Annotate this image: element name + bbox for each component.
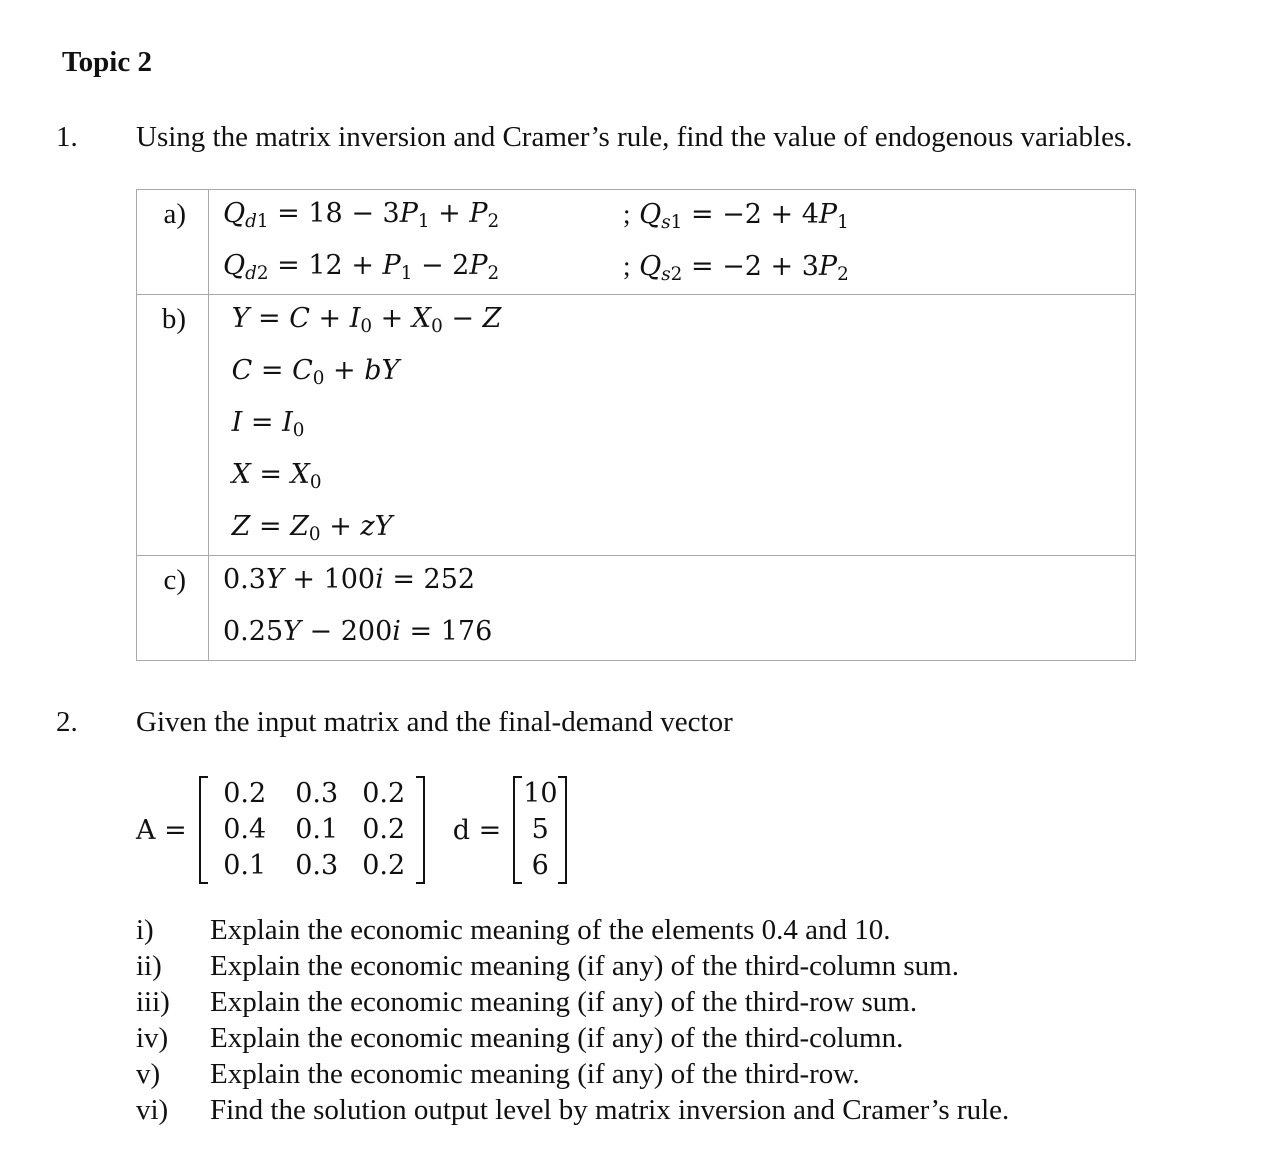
part-b-equations [209, 295, 1136, 556]
part-a-label: a) [137, 190, 209, 295]
equation-line: $Q_{d2} = 12 + P_1 - 2P_2$ ; $Q_{s2} = -2 + 3P_2$ [223, 250, 849, 286]
matrix-cell: 0.3 [295, 778, 339, 809]
equation-line: 0.25Y − 200i = 176 [223, 616, 493, 647]
matrix-cell: 0.1 [223, 850, 267, 881]
question-1-number: 1. [56, 121, 78, 153]
equation-line: $X = X_0$ [231, 459, 322, 494]
matrix-cell: 0.2 [362, 850, 406, 881]
matrix-cell: 0.2 [362, 778, 406, 809]
list-item: ii) Explain the economic meaning (if any) of the third-column sum. [136, 950, 959, 982]
part-b-label: b) [137, 295, 209, 556]
matrix-a-label: A = [136, 814, 187, 846]
part-c-row [137, 556, 1136, 661]
matrix-cell: 0.2 [362, 814, 406, 845]
equation-line: $Q_{d1} = 18 - 3P_1 + P_2$ ; $Q_{s1} = -2 + 4P_1$ [223, 198, 849, 234]
list-item: v) Explain the economic meaning (if any) of the third-row. [136, 1058, 860, 1090]
equation-line: $C = C_0$ + bY [231, 355, 400, 390]
part-c-equations [209, 556, 1136, 661]
part-b-row [137, 295, 1136, 556]
equation-line: $I = I_0$ [231, 407, 305, 442]
matrix-cell: 0.1 [295, 814, 339, 845]
matrix-equation [136, 778, 571, 882]
vector-cell: 5 [531, 814, 549, 845]
list-item: i) Explain the economic meaning of the elements 0.4 and 10. [136, 914, 891, 946]
matrix-cell: 0.3 [295, 850, 339, 881]
matrix-cell: 0.2 [223, 778, 267, 809]
list-item: vi) Find the solution output level by matrix inversion and Cramer’s rule. [136, 1094, 1010, 1126]
vector-d-label: d = [452, 814, 502, 846]
part-a-row [137, 190, 1136, 295]
topic-title: Topic 2 [62, 46, 152, 78]
matrix-cell: 0.4 [223, 814, 267, 845]
part-c-label: c) [137, 556, 209, 661]
part-a-equations [209, 190, 1136, 295]
equation-line: $Z = Z_0$ + zY [231, 511, 393, 546]
equation-table [136, 189, 1136, 661]
matrix-a [199, 776, 425, 884]
vector-cell: 10 [523, 778, 558, 809]
list-item: iv) Explain the economic meaning (if any) of the third-column. [136, 1022, 904, 1054]
vector-d [513, 776, 567, 884]
question-2-text: Given the input matrix and the final-demand vector [136, 706, 733, 738]
equation-line: $Y = C + I_0 + X_0 - Z$ [231, 303, 502, 338]
sub-question-list [136, 912, 1009, 1128]
list-item: iii) Explain the economic meaning (if any) of the third-row sum. [136, 986, 918, 1018]
equation-line: 0.3Y + 100i = 252 [223, 564, 476, 595]
question-2-number: 2. [56, 706, 78, 738]
vector-cell: 6 [531, 850, 549, 881]
question-1-text: Using the matrix inversion and Cramer’s rule, find the value of endogenous variables. [136, 121, 1133, 153]
